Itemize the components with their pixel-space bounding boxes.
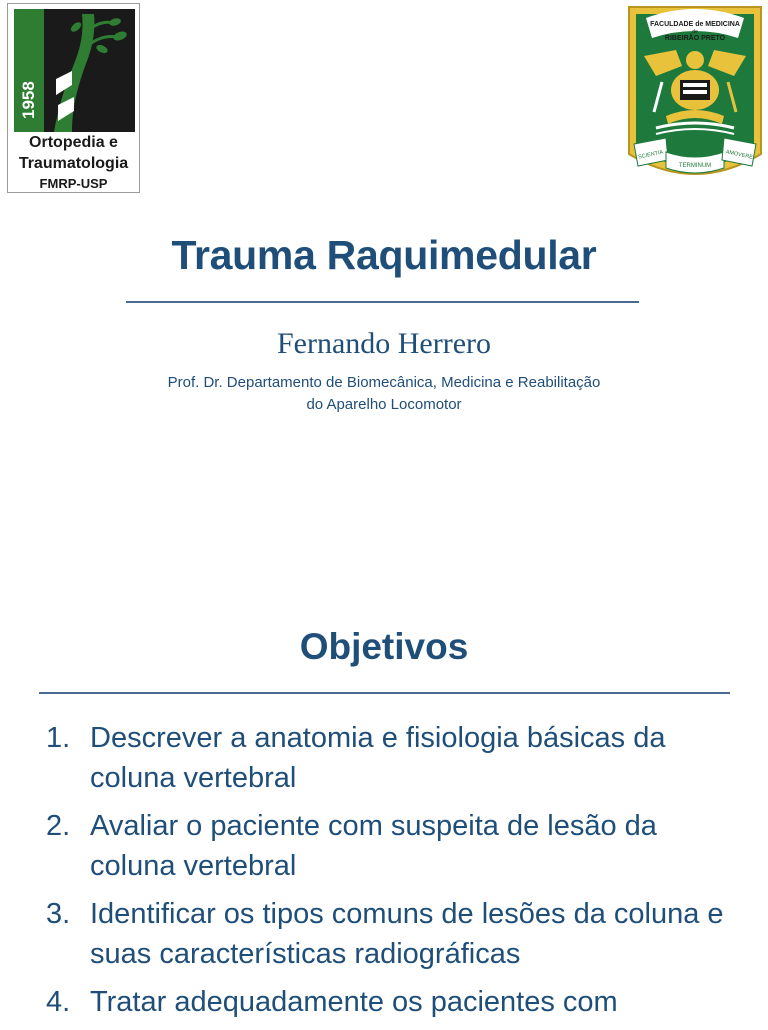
list-item-text: Avaliar o paciente com suspeita de lesão da coluna vertebral <box>90 810 657 882</box>
tree-logo-icon <box>14 9 135 132</box>
list-item <box>46 806 746 886</box>
logo-line-2: Traumatologia <box>18 155 129 172</box>
list-item <box>46 718 746 798</box>
affiliation-line-2: do Aparelho Locomotor <box>306 396 462 413</box>
objectives-list <box>46 718 746 1030</box>
affiliation-line-1: Prof. Dr. Departamento de Biomecânica, Medicina e Reabilitação <box>167 374 601 391</box>
list-item-number: 1. <box>46 722 71 754</box>
objectives-title: Objetivos <box>299 626 469 667</box>
list-item-text: Identificar os tipos comuns de lesões da coluna e suas características radiográficas <box>90 898 724 970</box>
list-item <box>46 894 746 974</box>
author-name: Fernando Herrero <box>276 327 492 360</box>
affiliation <box>0 372 768 416</box>
logo-line-3: FMRP-USP <box>39 176 108 191</box>
list-item-number: 3. <box>46 898 71 930</box>
slide-title: Trauma Raquimedular <box>171 232 597 278</box>
list-item-number: 2. <box>46 810 71 842</box>
crest-motto-center: TERMINUM <box>678 163 712 169</box>
crest-mid-text: de <box>692 29 698 35</box>
title-divider <box>126 301 639 303</box>
ortopedia-logo <box>7 3 140 193</box>
crest-bottom-text: RIBEIRÃO PRETO <box>664 35 726 42</box>
crest-motto-right: AMOVERE <box>725 149 754 161</box>
crest-motto-left: SCIENTIA <box>637 149 664 161</box>
list-item <box>46 982 746 1022</box>
logo-year: 1958 <box>19 81 38 119</box>
list-item-text: Descrever a anatomia e fisiologia básicas da coluna vertebral <box>90 722 666 794</box>
objectives-divider <box>39 692 730 694</box>
list-item-number: 4. <box>46 986 71 1018</box>
faculty-crest-icon <box>626 4 764 186</box>
crest-top-text: FACULDADE de MEDICINA <box>650 21 740 28</box>
list-item-text: Tratar adequadamente os pacientes com <box>90 986 618 1018</box>
logo-line-1: Ortopedia e <box>29 134 118 151</box>
